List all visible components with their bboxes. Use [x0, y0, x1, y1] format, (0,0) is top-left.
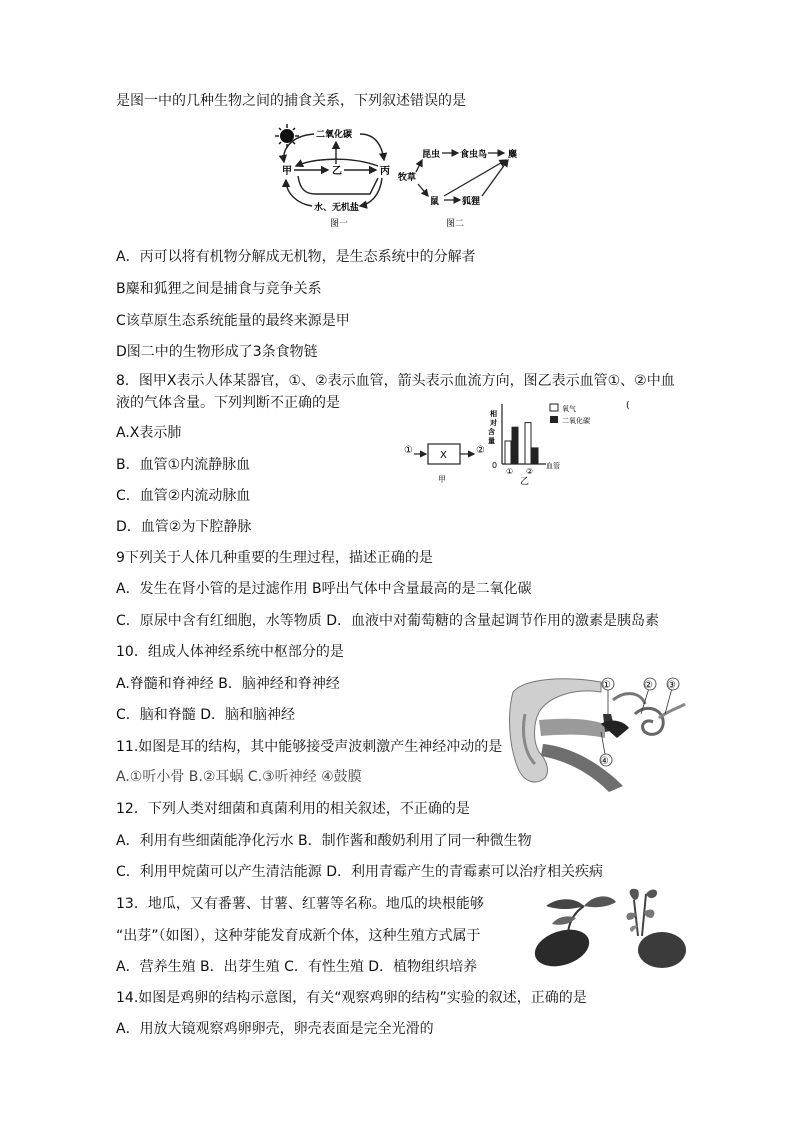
bar-1-o2	[505, 441, 511, 464]
option-9ab: A．发生在肾小管的是过滤作用 B呼出气体中含量最高的是二氧化碳	[116, 581, 532, 597]
option-8a: A.X表示肺	[116, 425, 182, 441]
option-9cd: C．原尿中含有红细胞，水等物质 D．血液中对葡萄糖的含量起调节作用的激素是胰岛素	[116, 613, 660, 629]
question-8-line1: 8．图甲X表示人体某器官，①、②表示血管，箭头表示血流方向，图乙表示血管①、②中血	[116, 373, 675, 389]
option-7a: A．丙可以将有机物分解成无机物，是生态系统中的分解者	[116, 249, 476, 265]
option-11: A.①听小骨 B.②耳蜗 C.③听神经 ④鼓膜	[116, 769, 362, 785]
fig2-fox: 狐狸	[462, 197, 481, 207]
fig2-mouse: 鼠	[430, 197, 440, 207]
legend-co2-swatch	[550, 416, 558, 423]
chart-ylabel-1: 相	[490, 410, 497, 418]
fig1-bing: 丙	[380, 166, 390, 177]
option-8c: C．血管②内流动脉血	[116, 488, 251, 504]
potato-right	[638, 932, 686, 968]
question-12: 12．下列人类对细菌和真菌利用的相关叙述，不正确的是	[116, 801, 470, 817]
food-web-figure	[270, 120, 540, 232]
fig2-grass: 牧草	[398, 173, 417, 183]
question-10: 10．组成人体神经系统中枢部分的是	[116, 644, 344, 660]
vessel-1-label: ①	[404, 445, 413, 456]
chart-ylabel-4: 量	[488, 437, 495, 445]
chart-cat-2: ②	[526, 467, 534, 476]
fig1-jia: 甲	[282, 166, 292, 177]
option-8b: B．血管①内流静脉血	[116, 457, 251, 473]
question-13-line2: “出芽”（如图），这种芽能发育成新个体，这种生殖方式属于	[116, 928, 481, 944]
ear-label-4: ④	[600, 756, 609, 767]
question-intro: 是图一中的几种生物之间的捕食关系，下列叙述错误的是	[116, 93, 466, 109]
question-14: 14.如图是鸡卵的结构示意图，有关“观察鸡卵的结构”实验的叙述，正确的是	[116, 990, 587, 1006]
chart-xlabel: 血管	[546, 462, 560, 470]
bar-1-co2	[512, 427, 518, 464]
option-13: A．营养生殖 B．出芽生殖 C．有性生殖 D．植物组织培养	[116, 959, 478, 975]
legend-o2-swatch	[550, 404, 558, 411]
ear-label-2: ②	[644, 680, 653, 691]
bar-2-o2	[525, 423, 531, 464]
chart-cat-1: ①	[506, 467, 514, 476]
chart-origin: 0	[492, 461, 498, 470]
bar-2-co2	[532, 448, 538, 464]
option-8d: D．血管②为下腔静脉	[116, 519, 252, 535]
option-10ab: A.脊髓和脊神经 B．脑神经和脊神经	[116, 676, 340, 692]
ear-label-1: ①	[602, 680, 611, 691]
question-8-line2: 液的气体含量。下列判断不正确的是	[116, 395, 340, 411]
fig1-yi: 乙	[332, 166, 342, 177]
fig2-bird: 食虫鸟	[460, 150, 488, 160]
vessel-2-label: ②	[476, 445, 485, 456]
option-10cd: C．脑和脊髓 D．脑和脑神经	[116, 707, 296, 723]
fig1-water: 水、无机盐	[314, 203, 360, 213]
option-12cd: C．利用甲烷菌可以产生清洁能源 D．利用青霉产生的青霉素可以治疗相关疾病	[116, 864, 604, 880]
option-7d: D图二中的生物形成了3条食物链	[116, 344, 318, 360]
chart-ylabel-2: 对	[490, 419, 497, 427]
fig1-co2: 二氧化碳	[316, 130, 353, 140]
blood-vessel-figure	[400, 396, 650, 486]
legend-co2-label: 二氧化碳	[562, 417, 590, 425]
fig8-yi-caption: 乙	[520, 477, 530, 486]
fig2-insect: 昆虫	[422, 150, 441, 160]
option-14a: A．用放大镜观察鸡卵卵壳，卵壳表面是完全光滑的	[116, 1021, 434, 1037]
ear-label-3: ③	[667, 680, 676, 691]
chart-ylabel-3: 含	[488, 428, 495, 436]
potato-left	[530, 923, 594, 973]
question-13-line1: 13．地瓜，又有番薯、甘薯、红薯等名称。地瓜的块根能够	[116, 896, 484, 912]
option-7c: C该草原生态系统能量的最终来源是甲	[116, 313, 350, 329]
question-11: 11.如图是耳的结构，其中能够接受声波刺激产生神经冲动的是	[116, 739, 503, 755]
legend-o2-label: 氧气	[562, 405, 576, 413]
sweet-potato-figure	[512, 884, 688, 974]
option-12ab: A．利用有些细菌能净化污水 B．制作酱和酸奶利用了同一种微生物	[116, 833, 532, 849]
option-7b: B麋和狐狸之间是捕食与竞争关系	[116, 281, 322, 297]
fig8-jia-caption: 甲	[438, 475, 446, 484]
ear-structure-figure	[505, 674, 687, 794]
fig2-caption: 图二	[446, 219, 465, 229]
fig8-paren: (	[626, 401, 630, 411]
fig2-deer: 麋	[508, 150, 518, 160]
organ-x-label: X	[440, 450, 447, 461]
fig1-caption: 图一	[330, 219, 349, 229]
question-9: 9下列关于人体几种重要的生理过程，描述正确的是	[116, 550, 433, 566]
